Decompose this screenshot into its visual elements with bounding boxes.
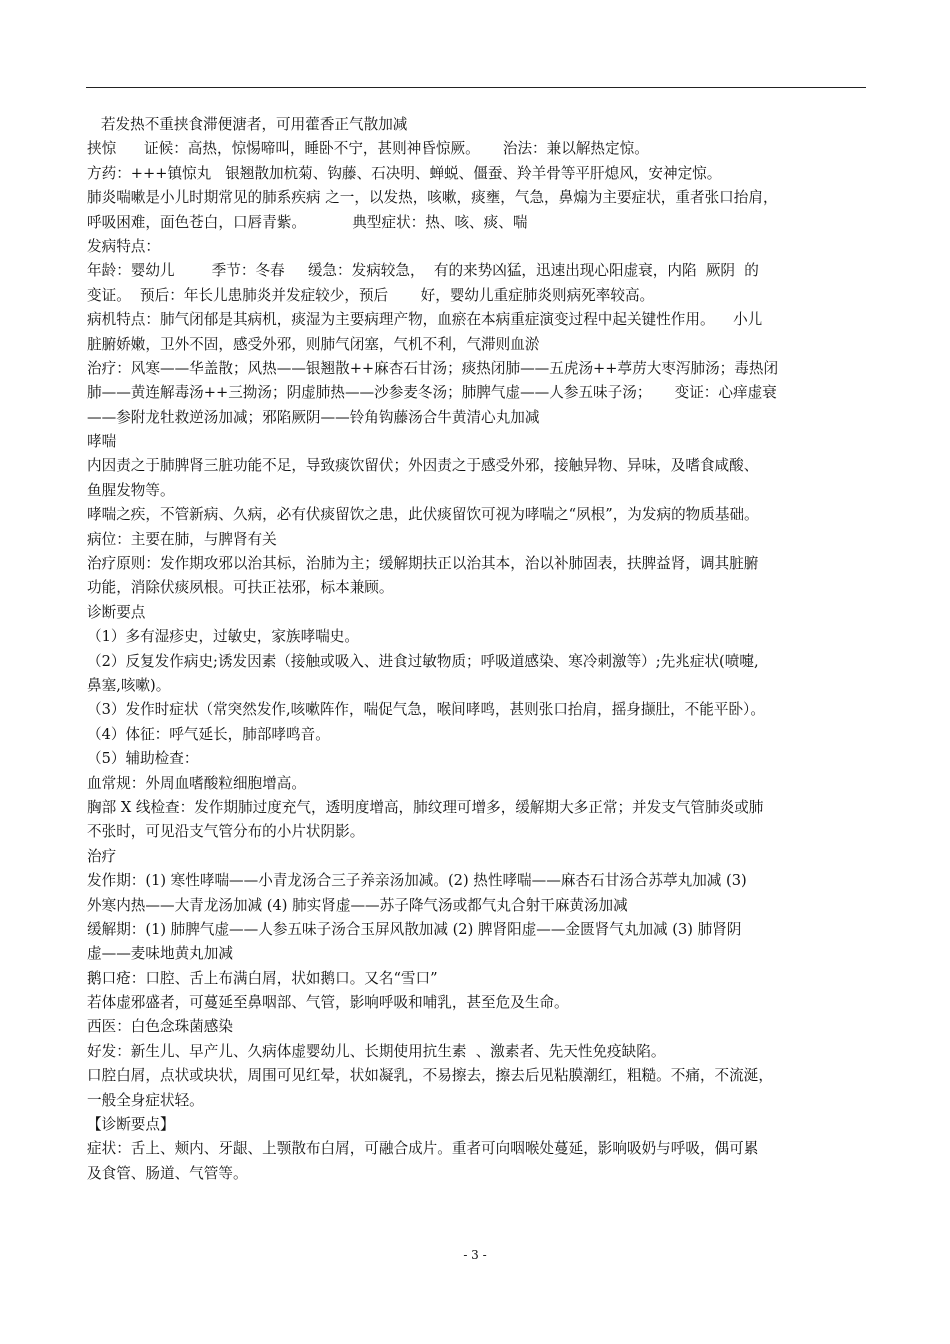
text-line: 病位：主要在肺，与脾肾有关 (87, 530, 277, 548)
section-heading: 哮喘 (87, 433, 117, 451)
section-heading: 诊断要点 (87, 603, 146, 621)
text-line: 鼻塞,咳嗽)。 (87, 676, 171, 694)
text-line: 若发热不重挟食滞便溏者，可用藿香正气散加减 (87, 116, 408, 133)
text-line: 功能，消除伏痰夙根。可扶正祛邪，标本兼顾。 (87, 579, 394, 597)
text-line: 鱼腥发物等。 (87, 481, 175, 499)
section-heading: 【诊断要点】 (87, 1116, 175, 1134)
header-rule (86, 87, 866, 88)
list-item: （2）反复发作病史;诱发因素（接触或吸入、进食过敏物质；呼吸道感染、寒冷刺激等）;先兆症状(喷嚏, (87, 652, 759, 670)
text-line: 口腔白屑，点状或块状，周围可见红晕，状如凝乳，不易擦去，擦去后见粘膜潮红，粗糙。不痛，不流涎， (87, 1067, 773, 1085)
text-line: 好发：新生儿、早产儿、久病体虚婴幼儿、长期使用抗生素 、激素者、先天性免疫缺陷。 (87, 1042, 666, 1060)
text-line: 肺炎喘嗽是小儿时期常见的肺系疾病 之一，以发热，咳嗽，痰壅，气急，鼻煽为主要症状，重者张口抬肩， (87, 189, 778, 207)
text-line: 呼吸困难，面色苍白，口唇青紫。 典型症状：热、咳、痰、喘 (87, 213, 528, 231)
list-item: （4）体征：呼气延长，肺部哮鸣音。 (87, 725, 330, 743)
text-line: 方药：+++镇惊丸 银翘散加杭菊、钩藤、石决明、蝉蜕、僵蚕、羚羊骨等平肝熄风，安神定惊。 (87, 164, 722, 182)
text-line: 症状：舌上、颊内、牙龈、上颚散布白屑，可融合成片。重者可向咽喉处蔓延，影响吸奶与呼吸，偶可累 (87, 1140, 759, 1158)
text-line: 胸部 X 线检查：发作期肺过度充气，透明度增高，肺纹理可增多，缓解期大多正常；并发支气管肺炎或肺 (87, 798, 764, 816)
text-line: 西医：白色念珠菌感染 (87, 1018, 233, 1036)
text-line: 鹅口疮：口腔、舌上布满白屑，状如鹅口。又名“雪口” (87, 969, 438, 987)
text-line: 病机特点：肺气闭郁是其病机，痰湿为主要病理产物，血瘀在本病重症演变过程中起关键性作用。 小儿 (87, 311, 763, 329)
text-line: 治疗：风寒——华盖散；风热——银翘散++麻杏石甘汤；痰热闭肺——五虎汤++葶苈大枣泻肺汤；毒热闭 (87, 359, 779, 377)
text-line: 血常规：外周血嗜酸粒细胞增高。 (87, 774, 306, 792)
text-line: 虚——麦味地黄丸加减 (87, 945, 233, 963)
text-line: 及食管、肠道、气管等。 (87, 1164, 248, 1182)
page-body (87, 113, 867, 1186)
text-line: ——参附龙牡救逆汤加减；邪陷厥阴——铃角钩藤汤合牛黄清心丸加减 (87, 408, 540, 426)
text-line: 年龄：婴幼儿 季节：冬春 缓急：发病较急， 有的来势凶猛，迅速出现心阳虚衰，内陷 厥阴 的 (87, 262, 759, 280)
text-line: 肺——黄连解毒汤++三拗汤；阴虚肺热——沙参麦冬汤；肺脾气虚——人参五味子汤； 变证：心痒虚衰 (87, 384, 777, 402)
section-heading: 发病特点： (87, 237, 160, 255)
text-line: 一般全身症状轻。 (87, 1091, 204, 1109)
text-line: 发作期：(1) 寒性哮喘——小青龙汤合三子养亲汤加减。(2) 热性哮喘——麻杏石甘汤合苏葶丸加减 (3) (87, 872, 747, 890)
text-line: 外寒内热——大青龙汤加减 (4) 肺实肾虚——苏子降气汤或都气丸合射干麻黄汤加减 (87, 896, 628, 914)
text-line: 变证。 预后：年长儿患肺炎并发症较少，预后 好，婴幼儿重症肺炎则病死率较高。 (87, 286, 655, 304)
page-number: - 3 - (463, 1248, 487, 1262)
text-line: 若体虚邪盛者，可蔓延至鼻咽部、气管，影响呼吸和哺乳，甚至危及生命。 (87, 994, 569, 1012)
text-line: 哮喘之疾，不管新病、久病，必有伏痰留饮之患，此伏痰留饮可视为哮喘之“夙根”，为发病的物质基础。 (87, 506, 759, 524)
text-line: 治疗原则：发作期攻邪以治其标，治肺为主；缓解期扶正以治其本，治以补肺固表，扶脾益肾，调其脏腑 (87, 555, 759, 573)
text-line: 内因责之于肺脾肾三脏功能不足，导致痰饮留伏；外因责之于感受外邪，接触异物、异味，及嗜食咸酸、 (87, 457, 759, 475)
list-item: （3）发作时症状（常突然发作,咳嗽阵作，喘促气急，喉间哮鸣，甚则张口抬肩，摇身撷肚，不能平卧）。 (87, 701, 765, 719)
text-line: 不张时，可见沿支气管分布的小片状阴影。 (87, 823, 365, 841)
section-heading: 治疗 (87, 847, 117, 865)
text-line: 挟惊 证候：高热，惊惕啼叫，睡卧不宁，甚则神昏惊厥。 治法：兼以解热定惊。 (87, 140, 649, 158)
text-line: 缓解期：(1) 肺脾气虚——人参五味子汤合玉屏风散加减 (2) 脾肾阳虚——金匮肾气丸加减 (3) 肺肾阴 (87, 920, 742, 938)
list-item: （5）辅助检查： (87, 750, 199, 768)
list-item: （1）多有湿疹史，过敏史，家族哮喘史。 (87, 628, 359, 646)
text-line: 脏腑娇嫩，卫外不固，感受外邪，则肺气闭塞，气机不利，气滞则血淤 (87, 335, 540, 353)
